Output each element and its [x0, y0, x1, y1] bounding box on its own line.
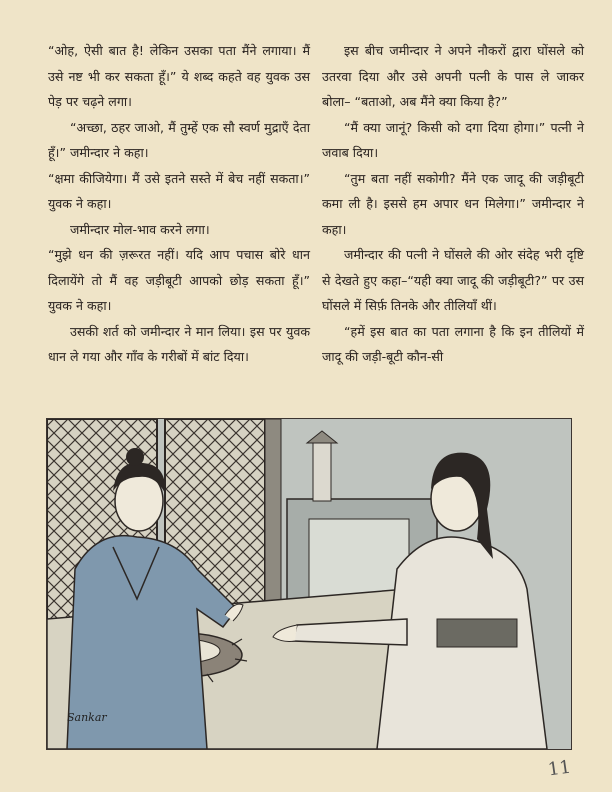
- paragraph: इस बीच जमीन्दार ने अपने नौकरों द्वारा घोंसले को उतरवा दिया और उसे अपनी पत्नी के पास ले जाकर बोला– “बताओ, अब मैंने क्या किया है?”: [322, 43, 584, 109]
- page-number: 11: [546, 756, 573, 781]
- paragraph: “मैं क्या जानूं? किसी को दगा दिया होगा।” पत्नी ने जवाब दिया।: [322, 119, 584, 160]
- paragraph: “अच्छा, ठहर जाओ, मैं तुम्हें एक सौ स्वर्ण मुद्राएँ देता हूँ।” जमीन्दार ने कहा।: [48, 119, 310, 160]
- paragraph: “मुझे धन की ज़रूरत नहीं। यदि आप पचास बोरे धान दिलायेंगे तो मैं वह जड़ीबूटी आपको छोड़ सकता हूँ।” युवक ने कहा।: [48, 247, 310, 313]
- paragraph: उसकी शर्त को जमीन्दार ने मान लिया। इस पर युवक धान ले गया और गाँव के गरीबों में बांट दिया।: [48, 323, 310, 364]
- artist-signature: Sankar: [67, 711, 107, 724]
- text-column-right: [322, 38, 584, 370]
- paragraph: “तुम बता नहीं सकोगी? मैंने एक जादू की जड़ीबूटी कमा ली है। इससे हम अपार धन मिलेगा।” जमीन्दार ने कहा।: [322, 170, 584, 237]
- wife-sash: [437, 619, 517, 647]
- paragraph: “क्षमा कीजियेगा। मैं उसे इतने सस्ते में बेच नहीं सकता।” युवक ने कहा।: [48, 170, 310, 211]
- paragraph: “ओह, ऐसी बात है! लेकिन उसका पता मैंने लगाया। मैं उसे नष्ट भी कर सकता हूँ।” ये शब्द कहते वह युवक उस पेड़ पर चढ़ने लगा।: [48, 43, 310, 109]
- story-illustration: [46, 418, 572, 750]
- hair-bun: [126, 448, 144, 466]
- paragraph: जमीन्दार मोल-भाव करने लगा।: [70, 221, 210, 237]
- cabinet-panel: [309, 519, 409, 599]
- paragraph: जमीन्दार की पत्नी ने घोंसले की ओर संदेह भरी दृष्टि से देखते हुए कहा–“यही क्या जादू की जड़ीबूटी?” पर उस घोंसले में सिर्फ़ तिनके और तीलियाँ थीं।: [322, 247, 584, 313]
- paragraph: “हमें इस बात का पता लगाना है कि इन तीलियों में जादू की जड़ी-बूटी कौन-सी: [322, 323, 584, 364]
- illustration-drawing: [47, 419, 571, 749]
- text-column-left: [48, 38, 310, 370]
- lantern: [313, 441, 331, 501]
